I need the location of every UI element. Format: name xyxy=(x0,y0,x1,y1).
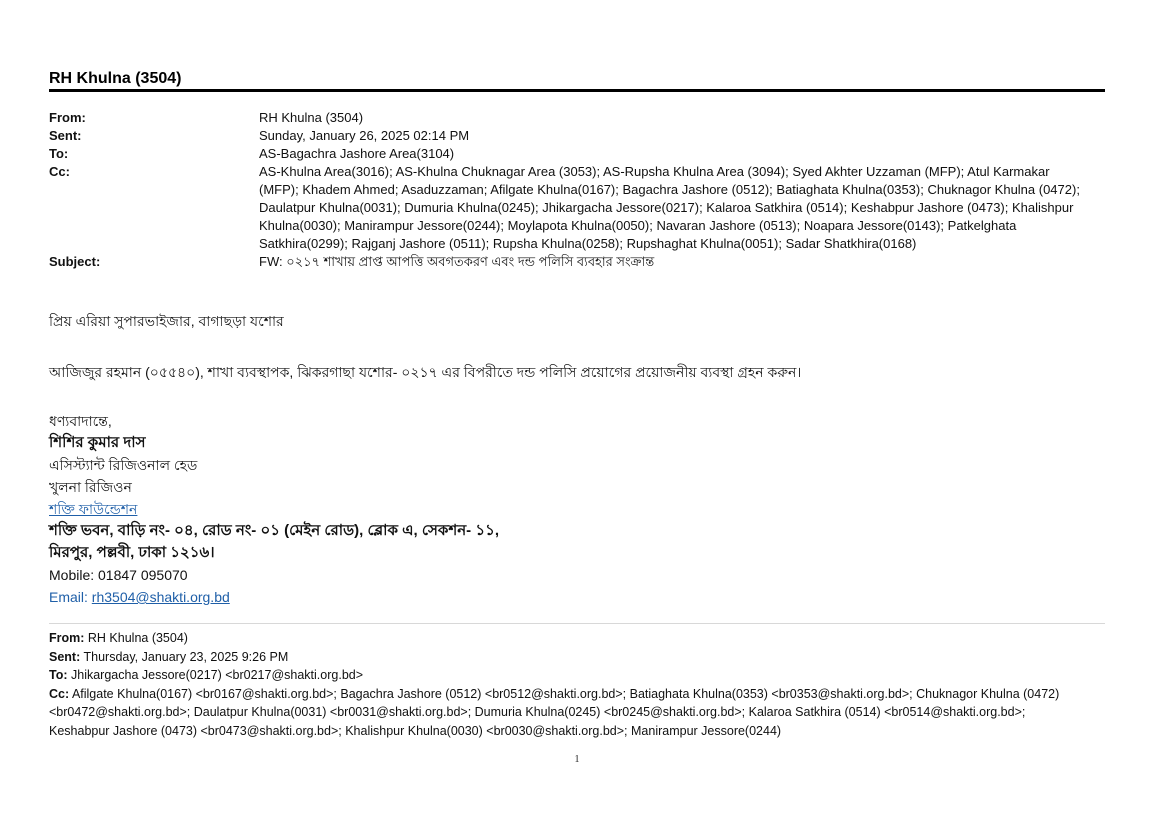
sent-value: Sunday, January 26, 2025 02:14 PM xyxy=(259,128,470,143)
email-label: Email: xyxy=(49,589,92,605)
fwd-sent-label: Sent: xyxy=(49,649,81,664)
signature-designation: এসিস্ট্যান্ট রিজিওনাল হেড xyxy=(49,457,198,473)
forward-separator xyxy=(49,623,1105,624)
signature-thanks: ধণ্যবাদান্তে, xyxy=(49,413,112,429)
fwd-to-value: Jhikargacha Jessore(0217) <br0217@shakti.org.bd> xyxy=(67,668,364,682)
sent-label: Sent: xyxy=(49,128,82,143)
organization-link[interactable]: শক্তি ফাউন্ডেশন xyxy=(49,501,138,517)
forwarded-header xyxy=(49,629,1069,740)
email-header xyxy=(49,109,1105,271)
fwd-from-row xyxy=(49,629,1069,648)
fwd-sent-row xyxy=(49,648,1069,667)
fwd-from-label: From: xyxy=(49,631,85,645)
document-title: RH Khulna (3504) xyxy=(49,70,182,87)
fwd-to-row xyxy=(49,666,1069,685)
fwd-to-label: To: xyxy=(49,668,68,682)
title-divider xyxy=(49,89,1105,92)
email-link[interactable]: rh3504@shakti.org.bd xyxy=(91,589,230,605)
fwd-cc-row xyxy=(49,685,1069,741)
header-subject-row xyxy=(49,253,1105,271)
message-text: আজিজুর রহমান (০৫৫৪০), শাখা ব্যবস্থাপক, ঝিকরগাছা যশোর- ০২১৭ এর বিপরীতে দন্ড পলিসি প্রয়োগের প্রয়োজনীয় ব্যবস্থা গ্রহন করুন। xyxy=(49,364,802,380)
from-value: RH Khulna (3504) xyxy=(259,110,364,125)
header-sent-row xyxy=(49,127,1105,145)
to-label: To: xyxy=(49,146,69,161)
signature-mobile: Mobile: 01847 095070 xyxy=(49,567,188,583)
cc-value: AS-Khulna Area(3016); AS-Khulna Chuknagar Area (3053); AS-Rupsha Khulna Area (3094); Syed Akhter Uzzaman (MFP); Atul Karmakar (MFP); Khadem Ahmed; Asaduzzaman; Afilgate Khulna(0167); Bagachra Jashore (0512); Batiaghata Khulna(0353); Chuknagor Khulna (0472); Daulatpur Khulna(0031); Dumuria Khulna(0245); Jhikargacha Jessore(0217); Kalaroa Satkhira (0514); Keshabpur Jashore (0473); Khalishpur Khulna(0030); Manirampur Jessore(0244); Moylapota Khulna(0050); Navaran Jashore (0513); Noapara Jessore(0143); Patkelghata Satkhira(0299); Rajganj Jashore (0511); Rupsha Khulna(0258); Rupshaghat Khulna(0051); Sadar Shatkhira(0168) xyxy=(259,164,1080,251)
signature-email-row xyxy=(49,586,499,608)
cc-label: Cc: xyxy=(49,164,70,179)
header-from-row xyxy=(49,109,1105,127)
signature-region: খুলনা রিজিওন xyxy=(49,479,132,495)
email-printout xyxy=(49,0,1105,814)
subject-label: Subject: xyxy=(49,254,101,269)
to-value: AS-Bagachra Jashore Area(3104) xyxy=(259,146,455,161)
fwd-cc-label: Cc: xyxy=(49,686,70,701)
page-number: 1 xyxy=(574,754,580,765)
fwd-sent-value: Thursday, January 23, 2025 9:26 PM xyxy=(80,649,289,664)
fwd-cc-value: Afilgate Khulna(0167) <br0167@shakti.org.bd>; Bagachra Jashore (0512) <br0512@shakti.org.bd>; Batiaghata Khulna(0353) <br0353@shakti.org.bd>; Chuknagor Khulna (0472) <br0472@shakti.org.bd>; Daulatpur Khulna(0031) <br0031@shakti.org.bd>; Dumuria Khulna(0245) <br0245@shakti.org.bd>; Kalaroa Satkhira (0514) <br0514@shakti.org.bd>; Keshabpur Jashore (0473) <br0473@shakti.org.bd>; Khalishpur Khulna(0030) <br0030@shakti.org.bd>; Manirampur Jessore(0244) xyxy=(49,686,1060,738)
fwd-from-value: RH Khulna (3504) xyxy=(84,631,188,645)
header-cc-row xyxy=(49,163,1105,253)
header-to-row xyxy=(49,145,1105,163)
signature-block xyxy=(49,410,499,608)
signature-address-line2: মিরপুর, পল্লবী, ঢাকা ১২১৬। xyxy=(49,544,215,561)
signature-address-line1: শক্তি ভবন, বাড়ি নং- ০৪, রোড নং- ০১ (মেইন রোড), ব্লোক এ, সেকশন- ১১, xyxy=(49,522,499,539)
subject-value: FW: ০২১৭ শাখায় প্রাপ্ত আপত্তি অবগতকরণ এবং দন্ড পলিসি ব্যবহার সংক্রান্ত xyxy=(259,254,655,269)
signature-name: শিশির কুমার দাস xyxy=(49,434,146,451)
from-label: From: xyxy=(49,110,86,125)
greeting-text: প্রিয় এরিয়া সুপারভাইজার, বাগাছড়া যশোর xyxy=(49,313,284,329)
